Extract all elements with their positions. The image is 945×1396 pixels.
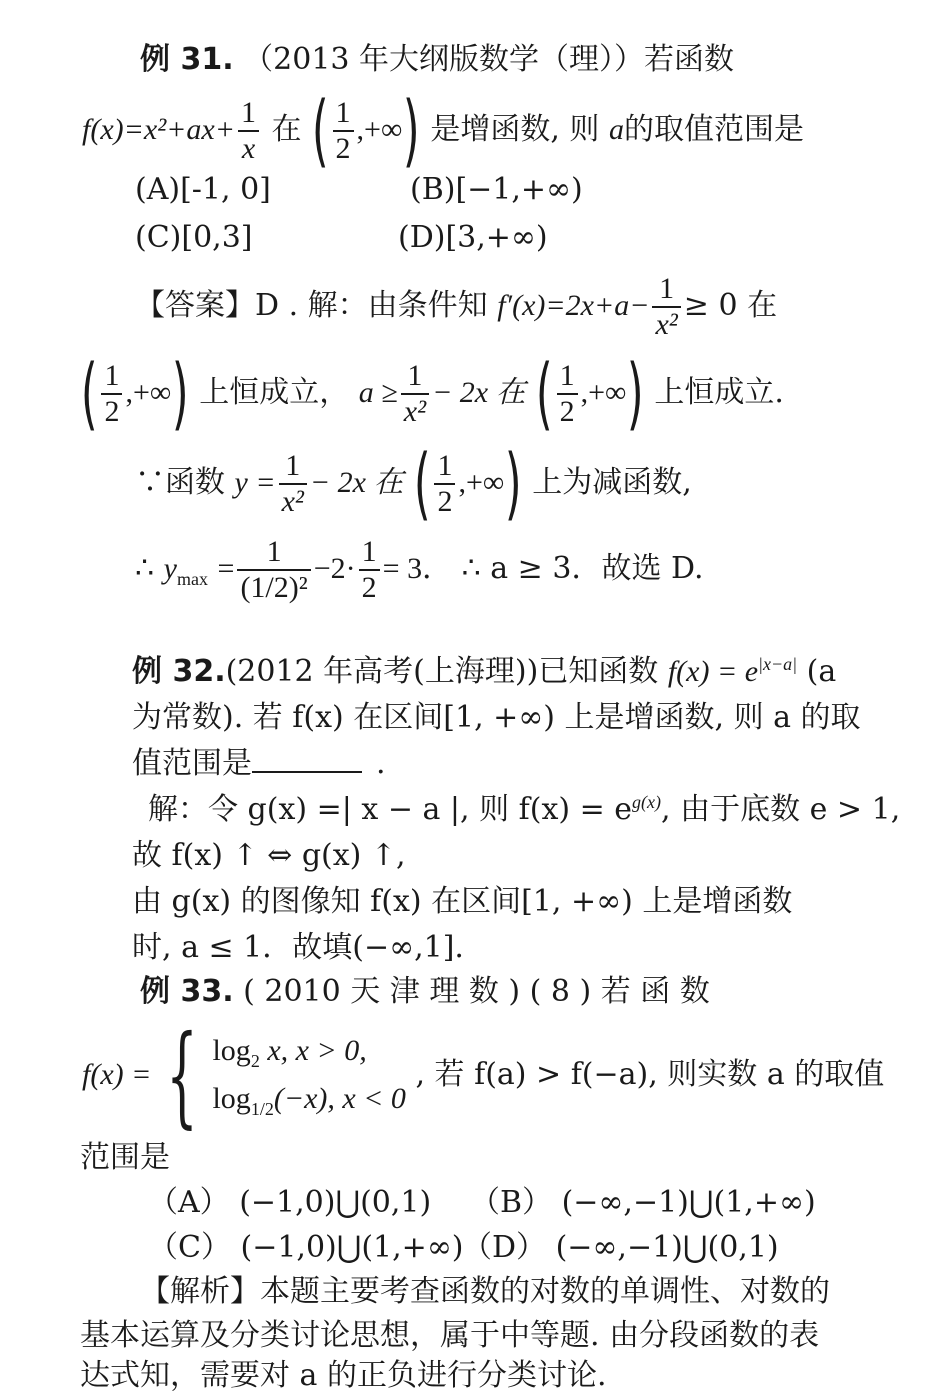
a-ge: a ≥: [358, 376, 398, 409]
because: ∵函数: [135, 465, 225, 500]
equals-3: = 3．: [382, 552, 453, 585]
answer-head: 【答案】D . 解：由条件知: [135, 288, 488, 323]
ex31-label: 例 31.: [140, 42, 234, 77]
frac-num: 1: [238, 96, 259, 132]
right-paren: ): [505, 439, 522, 529]
left-paren: (: [80, 349, 98, 439]
ex31-option-c: (C)[0,3]: [135, 220, 253, 255]
frac-den: (1/2)²: [240, 571, 308, 604]
frac-den: x: [241, 132, 256, 165]
piecewise-cases: [212, 1027, 405, 1123]
therefore: ∴: [135, 551, 155, 586]
line1-end: (a: [806, 654, 837, 689]
ex31-fx: f(x)=x²+ax+: [82, 113, 235, 146]
frac-den: 2: [361, 571, 377, 604]
frac-den: x²: [655, 308, 678, 341]
ex31-frac-1-x: [238, 96, 259, 166]
y-max: y: [163, 552, 177, 585]
equals: =: [217, 552, 235, 585]
hold-text: 上恒成立，: [199, 375, 350, 410]
hold-text-2: 上恒成立.: [654, 375, 784, 410]
frac-den: 2: [335, 132, 351, 165]
left-paren: (: [536, 349, 553, 439]
line3-end: .: [376, 746, 386, 781]
frac-num: 1: [401, 359, 429, 395]
ex32-solution-2: 故 f(x) ↑ ⇔ g(x) ↑,: [132, 838, 406, 873]
frac-num: 1: [101, 359, 122, 395]
ge-zero: ≥ 0 在: [683, 288, 778, 323]
ex33-analysis-2: 基本运算及分类讨论思想，属于中等题. 由分段函数的表: [80, 1318, 820, 1353]
ex31-half: [333, 96, 354, 166]
ex32-solution-4: 时, a ≤ 1．故填(−∞,1].: [132, 930, 464, 965]
ex33-option-d: （D） (−∞,−1)⋃(0,1): [462, 1230, 779, 1265]
half: [359, 535, 380, 605]
log-base-half: 1/2: [250, 1099, 274, 1119]
ex31-because-line: [135, 439, 692, 529]
frac-num: 1: [333, 96, 354, 132]
ex31-option-a: (A)[-1, 0]: [135, 172, 271, 207]
half: [434, 449, 455, 519]
right-paren: ): [627, 349, 645, 439]
derivative: f′(x)=2x+a−: [497, 289, 650, 322]
left-brace: {: [166, 1011, 198, 1139]
frac-num: 1: [359, 535, 380, 571]
frac-den: 2: [437, 485, 453, 518]
case-1: [212, 1027, 405, 1075]
ex32-label: 例 32.: [132, 654, 226, 689]
frac-1-x2: [401, 359, 429, 429]
decreasing-text: 上为减函数,: [532, 465, 692, 500]
line3-text: 值范围是: [132, 746, 252, 781]
minus-2-dot: −2·: [313, 552, 356, 585]
log: log: [212, 1034, 251, 1067]
sol1-text: 解：令 g(x) =| x − a |, 则 f(x) = e: [148, 792, 633, 827]
frac-num: 1: [557, 359, 578, 395]
left-paren: (: [311, 86, 329, 176]
case-2: [212, 1075, 405, 1123]
ex31-option-b: (B)[−1,+∞): [410, 172, 583, 207]
case1-rest: x, x > 0,: [259, 1034, 367, 1067]
ex32-fx: f(x) = e: [667, 655, 759, 688]
ex33-fx: f(x) =: [82, 1058, 152, 1091]
ex33-option-b: （B） (−∞,−1)⋃(1,+∞): [470, 1185, 816, 1220]
left-paren: (: [413, 439, 431, 529]
answer-blank: [252, 745, 362, 773]
ex33-label: 例 33.: [140, 974, 234, 1009]
ex33-piecewise-line: [82, 1011, 885, 1140]
ex31-tail2: 的取值范围是: [623, 112, 804, 147]
ex31-option-d: (D)[3,+∞): [398, 220, 548, 255]
ex31-answer-line: [135, 272, 777, 344]
right-paren: ): [403, 86, 420, 176]
interval-rest: ,+∞: [356, 113, 403, 146]
ex32-solution-1: [148, 790, 900, 830]
frac-den: x²: [281, 485, 304, 518]
frac-1-over-half-sq: [237, 535, 310, 605]
interval-rest: ,+∞: [458, 466, 505, 499]
frac-num: 1: [279, 449, 307, 485]
frac-num: 1: [434, 449, 455, 485]
half: [101, 359, 122, 429]
ex33-source: ( 2010 天 津 理 数 ) ( 8 ) 若 函 数: [243, 974, 710, 1009]
y-eq: y =: [234, 466, 276, 499]
max-sub: max: [176, 569, 208, 589]
frac-den: x²: [403, 395, 427, 428]
ex33-option-c: （C） (−1,0)⋃(1,+∞): [148, 1230, 464, 1265]
ex32-line2: 为常数). 若 f(x) 在区间[1, +∞) 上是增函数, 则 a 的取: [132, 700, 861, 735]
case2-rest: (−x), x < 0: [273, 1082, 406, 1115]
ex32-line1: [132, 652, 836, 692]
log: log: [212, 1082, 251, 1115]
sol1-end: , 由于底数 e > 1,: [661, 792, 901, 827]
ex32-line3: [132, 744, 386, 784]
ex33-range-label: 范围是: [80, 1140, 170, 1175]
minus-2x: − 2x 在: [309, 466, 404, 499]
conclusion: ∴ a ≥ 3．故选 D.: [461, 551, 704, 586]
ex32-solution-3: 由 g(x) 的图像知 f(x) 在区间[1, +∞) 上是增函数: [132, 884, 793, 919]
interval-rest: ,+∞: [580, 376, 627, 409]
ex33-title: [140, 972, 710, 1012]
ex31-source: （2013 年大纲版数学（理））若函数: [243, 42, 735, 77]
ex31-hold-line: [80, 349, 784, 439]
ex31-in: 在: [271, 112, 302, 147]
var-a: a: [608, 113, 624, 146]
interval-rest: ,+∞: [125, 376, 172, 409]
log-base-2: 2: [250, 1051, 260, 1071]
ex33-condition: , 若 f(a) > f(−a), 则实数 a 的取值: [415, 1057, 885, 1092]
ex31-title: [140, 40, 734, 80]
exponent: |x−a|: [758, 654, 798, 674]
minus-2x: − 2x 在: [432, 376, 526, 409]
half: [557, 359, 578, 429]
sol1-exponent: g(x): [632, 792, 662, 812]
frac-den: 2: [559, 395, 575, 428]
frac-1-x2: [279, 449, 307, 519]
ex31-tail: 是增函数, 则: [430, 112, 600, 147]
frac-num: 1: [237, 535, 310, 571]
ex33-analysis-1: 【解析】本题主要考查函数的对数的单调性、对数的: [140, 1274, 830, 1309]
right-paren: ): [172, 349, 189, 439]
ex31-function-line: [82, 86, 804, 176]
frac-1-x2: [652, 272, 680, 342]
ex32-source: (2012 年高考(上海理))已知函数: [225, 654, 659, 689]
frac-num: 1: [652, 272, 680, 308]
ex33-analysis-3: 达式知，需要对 a 的正负进行分类讨论.: [80, 1358, 607, 1393]
ex33-option-a: （A） (−1,0)⋃(0,1): [148, 1185, 432, 1220]
ex31-therefore-line: [135, 535, 704, 635]
frac-den: 2: [104, 395, 120, 428]
